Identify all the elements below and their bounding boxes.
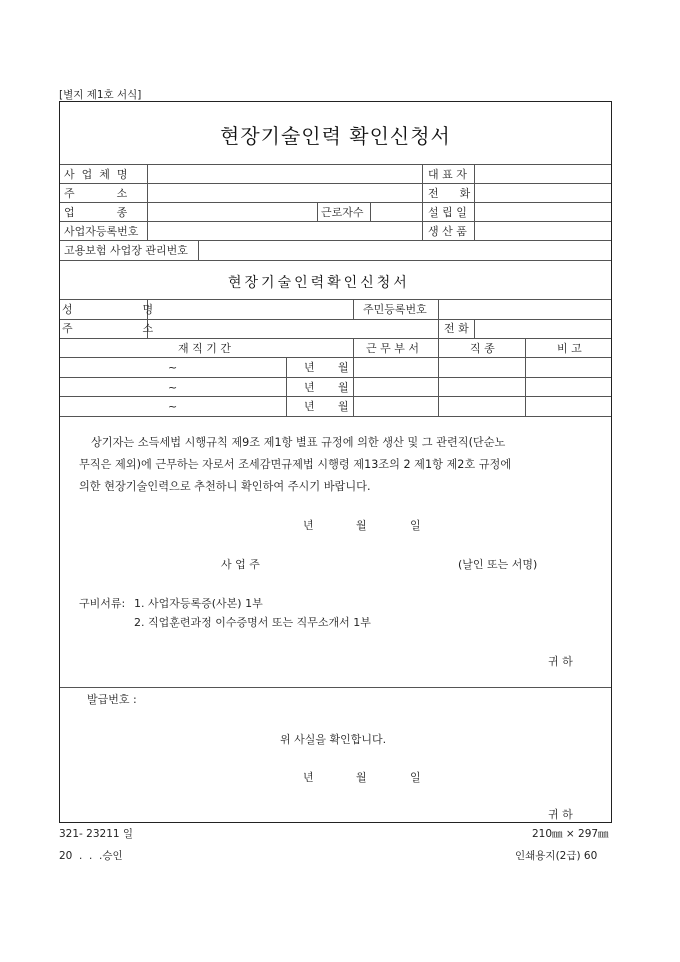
header-department: 근 무 부 서 — [366, 342, 419, 355]
attachments-label: 구비서류: — [79, 597, 126, 610]
divider — [60, 202, 611, 203]
period-tilde: ~ — [168, 400, 178, 413]
period-year: 년 — [304, 361, 315, 374]
id-number-label: 주민등록번호 — [363, 303, 427, 316]
application-form — [59, 101, 612, 823]
approval-date: 20 . . .승인 — [59, 850, 123, 862]
divider — [60, 396, 611, 397]
period-month: 월 — [338, 381, 349, 394]
divider — [286, 357, 287, 416]
period-year: 년 — [304, 381, 315, 394]
divider — [147, 164, 148, 240]
company-address-label: 주 소 — [64, 187, 128, 200]
paper-type: 인쇄용지(2급) 60 — [515, 850, 598, 862]
statement-line: 무직은 제외)에 근무하는 자로서 조세감면규제법 시행령 제13조의 2 제1항 제2호 규정에 — [79, 458, 512, 471]
period-tilde: ~ — [168, 361, 178, 374]
divider — [198, 240, 199, 260]
date-year: 년 — [303, 771, 314, 784]
addressee: 귀 하 — [548, 655, 573, 668]
date-month: 월 — [356, 519, 367, 532]
header-employment-period: 재 직 기 간 — [178, 342, 231, 355]
divider — [60, 338, 611, 339]
period-month: 월 — [338, 361, 349, 374]
date-day: 일 — [410, 519, 421, 532]
statement-line: 의한 현장기술인력으로 추천하니 확인하여 주시기 바랍니다. — [79, 480, 371, 493]
divider — [353, 299, 354, 319]
addressee: 귀 하 — [548, 808, 573, 821]
seal-label: (날인 또는 서명) — [458, 558, 538, 571]
date-month: 월 — [356, 771, 367, 784]
person-address-label: 주 소 — [62, 322, 154, 335]
divider — [438, 319, 439, 338]
form-code: 321- 23211 일 — [59, 828, 134, 840]
header-remarks: 비 고 — [557, 342, 582, 355]
divider — [370, 202, 371, 221]
divider — [60, 221, 611, 222]
divider — [353, 338, 354, 416]
divider — [422, 164, 423, 240]
divider — [474, 164, 475, 240]
statement-line: 상기자는 소득세법 시행규칙 제9조 제1항 별표 규정에 의한 생산 및 그 관련직(단순노 — [91, 436, 506, 449]
paper-size: 210㎜ × 297㎜ — [532, 828, 609, 840]
workers-label: 근로자수 — [321, 206, 364, 219]
divider — [474, 319, 475, 338]
company-name-label: 사 업 체 명 — [64, 168, 128, 181]
period-month: 월 — [338, 400, 349, 413]
form-reference: [별지 제1호 서식] — [59, 89, 142, 101]
employer-label: 사 업 주 — [221, 558, 260, 571]
divider — [438, 338, 439, 416]
period-year: 년 — [304, 400, 315, 413]
divider — [60, 319, 611, 320]
issue-number-label: 발급번호 : — [87, 693, 137, 706]
divider — [60, 357, 611, 358]
confirm-text: 위 사실을 확인합니다. — [280, 733, 387, 746]
attachment-item: 1. 사업자등록증(사본) 1부 — [134, 597, 263, 610]
divider — [60, 377, 611, 378]
header-job-type: 직 종 — [470, 342, 495, 355]
form-title: 현장기술인력 확인신청서 — [220, 124, 451, 148]
divider — [60, 299, 611, 300]
date-day: 일 — [410, 771, 421, 784]
divider — [60, 183, 611, 184]
divider — [525, 338, 526, 416]
divider — [317, 202, 318, 221]
date-year: 년 — [303, 519, 314, 532]
period-tilde: ~ — [168, 381, 178, 394]
representative-label: 대 표 자 — [428, 168, 467, 181]
product-label: 생 산 품 — [428, 225, 467, 238]
business-number-label: 사업자등록번호 — [64, 225, 139, 238]
company-phone-label: 전 화 — [428, 187, 471, 200]
attachment-item: 2. 직업훈련과정 이수증명서 또는 직무소개서 1부 — [134, 616, 371, 629]
divider — [60, 416, 611, 417]
industry-label: 업 종 — [64, 206, 128, 219]
person-name-label: 성 명 — [62, 303, 154, 316]
form-subtitle: 현장기술인력확인신청서 — [228, 275, 410, 291]
divider — [438, 299, 439, 319]
divider — [60, 240, 611, 241]
divider — [60, 260, 611, 261]
person-phone-label: 전 화 — [444, 322, 469, 335]
founded-label: 설 립 일 — [428, 206, 467, 219]
divider — [60, 164, 611, 165]
divider — [60, 687, 611, 688]
insurance-number-label: 고용보험 사업장 관리번호 — [64, 244, 188, 257]
